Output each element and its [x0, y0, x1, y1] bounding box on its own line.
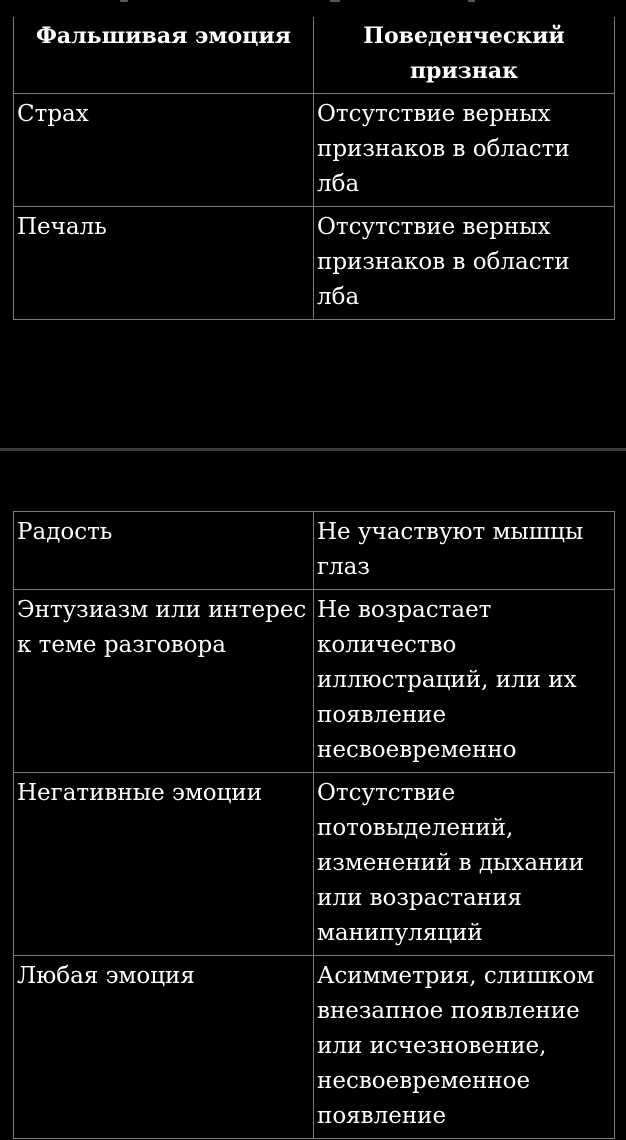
emotion-cell: Любая эмоция: [14, 956, 314, 1139]
table-row: [14, 207, 615, 320]
sign-cell: Отсутствие верных признаков в области лба: [314, 207, 615, 320]
emotion-cell: Страх: [14, 94, 314, 207]
sign-cell: Не участвуют мышцы глаз: [314, 512, 615, 590]
table-row: [14, 512, 615, 590]
cropped-previous-text: [0, 0, 626, 14]
table-header-row: [14, 17, 615, 94]
emotions-table-part-2: [13, 511, 615, 1139]
table-row: [14, 590, 615, 773]
emotion-cell: Негативные эмоции: [14, 773, 314, 956]
emotion-cell: Радость: [14, 512, 314, 590]
emotions-table-part-1: [13, 17, 615, 320]
header-false-emotion: Фальшивая эмоция: [14, 17, 314, 94]
sign-cell: Не возрастает количество иллюстраций, или их появление несвоевременно: [314, 590, 615, 773]
table-row: [14, 956, 615, 1139]
header-behavioral-sign: Поведенческий признак: [314, 17, 615, 94]
emotion-cell: Энтузиазм или интерес к теме разговора: [14, 590, 314, 773]
sign-cell: Отсутствие потовыделений, изменений в дыхании или возрастания манипуляций: [314, 773, 615, 956]
emotion-cell: Печаль: [14, 207, 314, 320]
sign-cell: Отсутствие верных признаков в области лба: [314, 94, 615, 207]
table-row: [14, 94, 615, 207]
table-row: [14, 773, 615, 956]
page-divider: [0, 448, 626, 451]
sign-cell: Асимметрия, слишком внезапное появление или исчезновение, несвоевременное появление: [314, 956, 615, 1139]
